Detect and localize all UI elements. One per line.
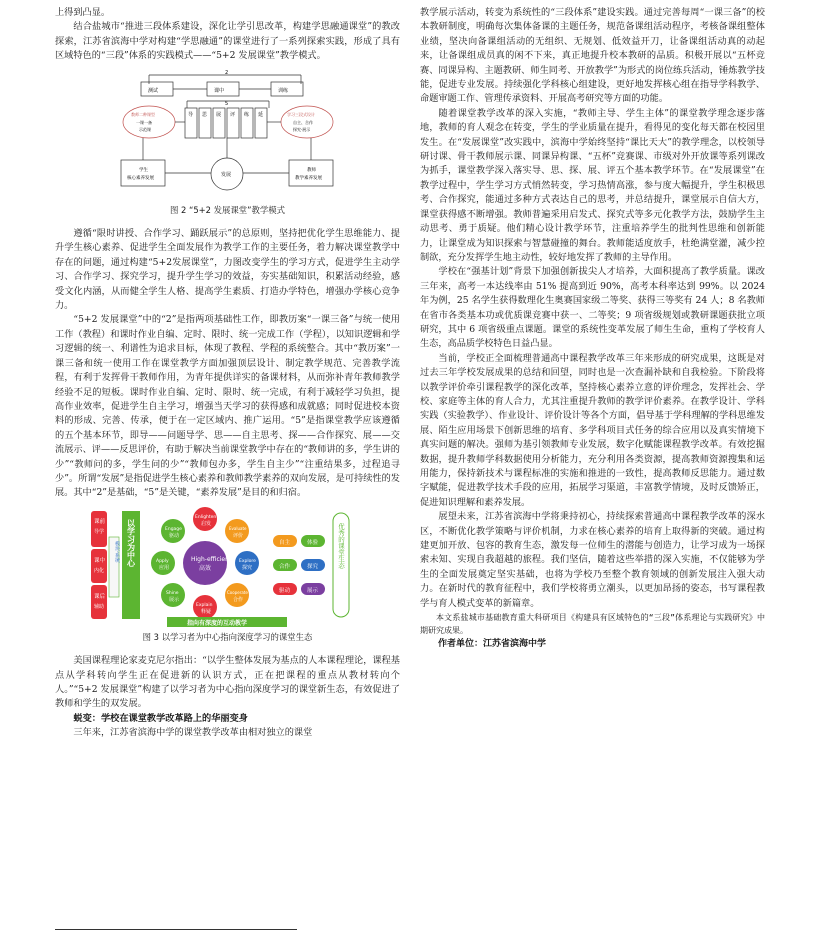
- fig3-col-bot: 课后: [94, 593, 106, 600]
- fig3-col-mid: 课中: [94, 557, 106, 564]
- right-para-1: 教学展示活动，转变为系统性的“三段体系”建设实践。通过完善每周“一课三备”的校本教研制度，明确每次集体备课的主题任务，规范备课组活动程序，考核备课组整体业绩，坚决向备课组活动的无组织、无规划、低效益开刀，让备课组活动真的动起来，让备课组成员真的闲不下来，真正地提升校本教研的品质。积极开展以“五杯竞赛、同课异构、主题教研、师生同考、开放教学”为形式的岗位练兵活动，锤炼教学技能，促进专业发展。持续强化学科核心组建设，更好地发挥核心组在指导学科教学、命题审题工作、管理传承资料、开展高考研究等方面的功能。: [420, 7, 765, 105]
- left-para-5: 三年来，江苏省滨海中学的课堂教学改革由相对独立的课堂: [73, 727, 313, 739]
- fig3-petal-3-cn: 合作: [233, 596, 244, 603]
- figure-2-caption: 图 2 “5+2 发展课堂”教学模式: [169, 204, 286, 215]
- fig2-left-oval-2: 一课一备: [136, 119, 152, 125]
- fig2-mid-2: 思: [202, 111, 208, 118]
- fig2-mid-5: 练: [244, 111, 250, 118]
- fig3-petal-7-en: Evaluate: [229, 525, 247, 531]
- left-para-2: 遵循“限时讲授、合作学习、踊跃展示”的总原则，坚持把优化学生思维能力、提升学生核心素养、促进学生全面发展作为教学工作的主要任务，着力解决课堂教学中存在的问题，通过构建“5+2发展课堂”，力图改变学生的学习方式，促进学生主动学习、合作学习、探究学习，提升学生学习的效益，夯实基础知识，积累活动经验，感受文化内涵，从而健全学生人格、提高学生素质、打造办学特色，增强办学核心竞争力。: [55, 228, 400, 312]
- right-para-5: 展望未来，江苏省滨海中学将秉持初心，持续探索普通高中课程教学改革的深水区，不断优化教学策略与评价机制，力求在核心素养的培育上取得新的突破。通过构建更加开放、包容的教育生态，激发每一位师生的潜能与创造力，让学习成为一场探索未知、实现自我超越的旅程。我们坚信，随着这些举措的深入实施，不仅能够为学生的全面发展奠定坚实基础，也将为学校乃至整个教育领域的创新发展注入强大动力。在新时代的教育征程中，我们学校将勇立潮头，以更加昂扬的姿态，书写课程教学与育人模式变革的新篇章。: [420, 511, 765, 609]
- fig3-big-vertical: 以学习为中心: [126, 518, 136, 567]
- fig2-mid-4: 评: [230, 111, 236, 118]
- left-para-4: 美国课程理论家麦克尼尔指出：“以学生整体发展为基点的人本课程理论，课程基点从学科转向学生正在促进新的认识方式，正在把课程的重点从教材转向个人。”“5+2 发展课堂”构建了以学习者为中心指向深度学习的课堂新生态，有效促进了教师和学生的双发展。: [55, 655, 400, 710]
- fig2-box-test: 测试: [148, 87, 159, 94]
- figure-2: [113, 70, 343, 200]
- footnote-rule: [55, 929, 297, 930]
- fig2-right-oval-2: 自主、合作: [293, 119, 313, 125]
- figure-3-caption: 图 3 以学习者为中心指向深度学习的课堂生态: [142, 631, 313, 642]
- fig3-right-vertical: 优秀的课堂生态: [337, 522, 345, 569]
- fig2-bottom-center: 发展: [221, 171, 232, 178]
- fig3-petal-2-cn: 探究: [242, 564, 253, 571]
- fig3-petal-1-cn: 启发: [201, 520, 212, 527]
- right-para-4: 当前，学校正全面梳理普通高中课程教学改革三年来形成的研究成果，这既是对过去三年学校发展成果的总结和回望，同时也是一次查漏补缺和自我检验。下阶段将以教学评价牵引课程教学的深化改革，坚持核心素养立意的评价理念，发挥社会、学校、家庭等主体的育人合力，尤其注重提升教师的教学评价素养。在教学设计、学科实践（实验教学）、作业设计、评价设计等各个方面，倡导基于学科理解的学科思维发展、陌生应用场景下创新思维的培育、多学科项目式任务的综合应用以及真实情境下真实问题的解决。强师为基引领教师专业发展，数字化赋能课程教学改革。有效挖掘数据，提升教师学科数据使用分析能力，充分利用各类资源，提高教师资源搜集和运用能力，保持新技术与课程标准的实施和推进的一致性，提高教师反思能力。通过数字赋能，促进教学技术手段的应用，拓展学习渠道，丰富教学情境，及时反馈矫正，促进知识理解和素养发展。: [420, 352, 765, 508]
- fig3-center-en: High-efficiency: [191, 555, 236, 563]
- fig2-bottom-left-2: 核心素养发展: [127, 175, 154, 181]
- fig2-mid-1: 导: [188, 111, 194, 118]
- fig3-side-vertical: 模块·系统: [114, 540, 120, 563]
- fig3-petal-5-cn: 展示: [169, 596, 180, 603]
- fig3-petal-7-cn: 评价: [233, 532, 244, 539]
- right-column: [420, 6, 765, 651]
- fig3-petal-6-en: Apply: [156, 558, 169, 564]
- fig3-col-top: 课前: [94, 518, 106, 525]
- figure-3: [87, 507, 367, 627]
- fig3-petal-3-en: Cooperate: [227, 589, 248, 595]
- fig3-petal-0-en: Engage: [165, 526, 182, 532]
- fig3-block-after: [91, 585, 107, 619]
- fig3-petal-6-cn: 应用: [159, 564, 170, 571]
- fig3-block-during: [91, 549, 107, 583]
- fig3-pill-3: 探究: [307, 563, 319, 570]
- left-subheading: 蜕变：学校在课堂教学改革路上的华丽变身: [73, 712, 248, 724]
- fig3-bottom-banner: 指向有深度的互动教学: [187, 619, 248, 627]
- left-intro-tail: 上得到凸显。: [55, 7, 111, 18]
- fig3-pill-1: 体验: [307, 539, 319, 546]
- fig3-pill-5: 展示: [307, 587, 319, 594]
- fig3-col-top-sub: 导学: [94, 528, 105, 535]
- fig2-bottom-right-2: 教学素养发展: [295, 175, 322, 181]
- fig3-petal-5-en: Shine: [166, 590, 179, 596]
- fig2-top-num: 2: [225, 69, 229, 76]
- fig2-bottom-left-1: 学生: [139, 167, 148, 173]
- fig2-box-lesson: 课中: [214, 87, 225, 94]
- author-affiliation: 作者单位：江苏省滨海中学: [438, 639, 547, 650]
- fig3-pill-0: 自主: [279, 539, 291, 546]
- fig3-col-bot-sub: 辅助: [94, 603, 105, 610]
- fig2-box-practice: 训练: [278, 87, 289, 94]
- fig2-right-oval-1: 学习三段式设计: [287, 111, 315, 117]
- fig3-petal-4-en: Explain: [196, 602, 213, 608]
- fig2-left-oval-3: 示范课: [139, 126, 151, 132]
- fig3-col-mid-sub: 内化: [94, 567, 105, 574]
- fig3-center-cn: 高效: [199, 564, 212, 572]
- fig3-pill-4: 驱动: [279, 587, 291, 594]
- fig2-mid-6: 延: [258, 111, 264, 118]
- fig2-mid-3: 展: [216, 111, 222, 118]
- fig3-petal-1-en: Enlighten: [195, 514, 217, 520]
- right-para-2: 随着课堂教学改革的深入实施，“教师主导、学生主体”的课堂教学理念逐步落地，教师的育人观念在转变，学生的学业质量在提升，看得见的变化每天都在校园里发生。在“发展课堂”改实践中，滨海中学始终坚持“课比天大”的教学理念，以校领导研讨课、骨干教师展示课、同课异构课、“五杯”竞赛课、市级对外开放课等系列课改为抓手，课堂教学深入落实导、思、探、展、评五个基本教学环节。在“发展课堂”在教学过程中，学生学习方式悄然转变，学习热情高涨，参与度大幅提升，学生积极思考、合作探究，能通过多种方式表达自己的思考，并总结提升，课堂展示自信大方，课堂获得感不断增强。教师普遍采用启发式、探究式等多元化教学方法，鼓励学生主动思考、勇于质疑。他们精心设计教学环节，注重培养学生的批判性思维和创新能力，让课堂成为知识探索与智慧碰撞的舞台。教师能适度放手，杜绝满堂灌，减少控制欲，充分发挥学生地主动性，较好地发挥了教师的主导作用。: [420, 107, 765, 263]
- fig2-left-oval-1: 教师二种课型: [131, 111, 155, 117]
- fig3-pill-2: 合作: [279, 563, 291, 570]
- left-para-1: 结合盐城市“推进三段体系建设，深化让学引思改革，构建学思融通课堂”的教改探索，江苏省滨海中学对构建“学思融通”的课堂进行了一系列探索实践，形成了具有区域特色的“三段”体系的实践模式——“5+2 发展课堂”教学模式。: [55, 21, 400, 62]
- right-para-3: 学校在“强基计划”背景下加强创新拔尖人才培养，大面积提高了教学质量。课改三年来，高考一本达线率由 51% 提高到近 90%，高考本科率达到 99%。以 2024 年为例，25 名学生获得数理化生奥赛国家级二等奖、获得三等奖有 24 人；8 名教师在省市各类基本功或优质课竞赛中获一、二等奖；9 项省级规划或教研课题获批立项研究，其中 6 项省级重点课题。课堂的系统性变革发展了师生生命，重构了学校育人生态，高品质学校特色日益凸显。: [420, 266, 765, 350]
- figure-3-diagram: [87, 507, 367, 627]
- fig3-petal-2-en: Explore: [239, 558, 256, 564]
- fig2-five-num: 5: [225, 100, 229, 107]
- fig3-petal-0-cn: 驱动: [169, 532, 180, 539]
- left-para-3: “5+2 发展课堂”中的“2”是指两项基础性工作，即教历案“一课三备”与统一使用工作（教程）和课时作业自编、定时、限时、统一完成工作（学程），以知识逻辑和学习逻辑的统一、利谱性为追求目标，体现了教程、学程的系统整合。其中“教历案”一课三备和统一使用工作在课堂教学方面加强顶层设计、制定教学规范、完善教学流程，有利于发挥骨干教师作用，为青年提供详实的备课材料，从而弥补青年教师教学经验不足的短板。课时作业自编、定时、限时、统一完成，有利于减轻学习负担，提高作业效率，促进学生自主学习，增强当天学习的获得感和成就感；同时促进校本资料的形成、完善、传承，便于在一定区域内、推广运用。“5”是指课堂教学应该遵循的五个基本环节，即导——问题导学、思——自主思考、探——合作探究、展——交流展示、评——反思评价，有助于解决当前课堂教学中存在的“教师讲的多，学生讲的少”“教师问的多，学生问的少”“教师包办多，学生自主少”“注重结果多，过程追寻少”。所谓“发展”是指促进学生核心素养和教师教学素养的双向发展，是可持续性的发展。其中“2”是基础，“5”是关键，“素养发展”是目的和归宿。: [55, 314, 400, 499]
- fig3-petal-4-cn: 释疑: [201, 608, 212, 615]
- figure-2-diagram: [113, 70, 343, 200]
- fig2-right-oval-3: 探究·展示: [293, 126, 311, 132]
- left-column: [55, 6, 400, 741]
- funding-note: 本文系盐城市基础教育重大科研项目《构建具有区域特色的“三段”体系理论与实践研究》中期研究成果。: [420, 613, 765, 636]
- fig2-bottom-right-1: 教师: [307, 167, 316, 173]
